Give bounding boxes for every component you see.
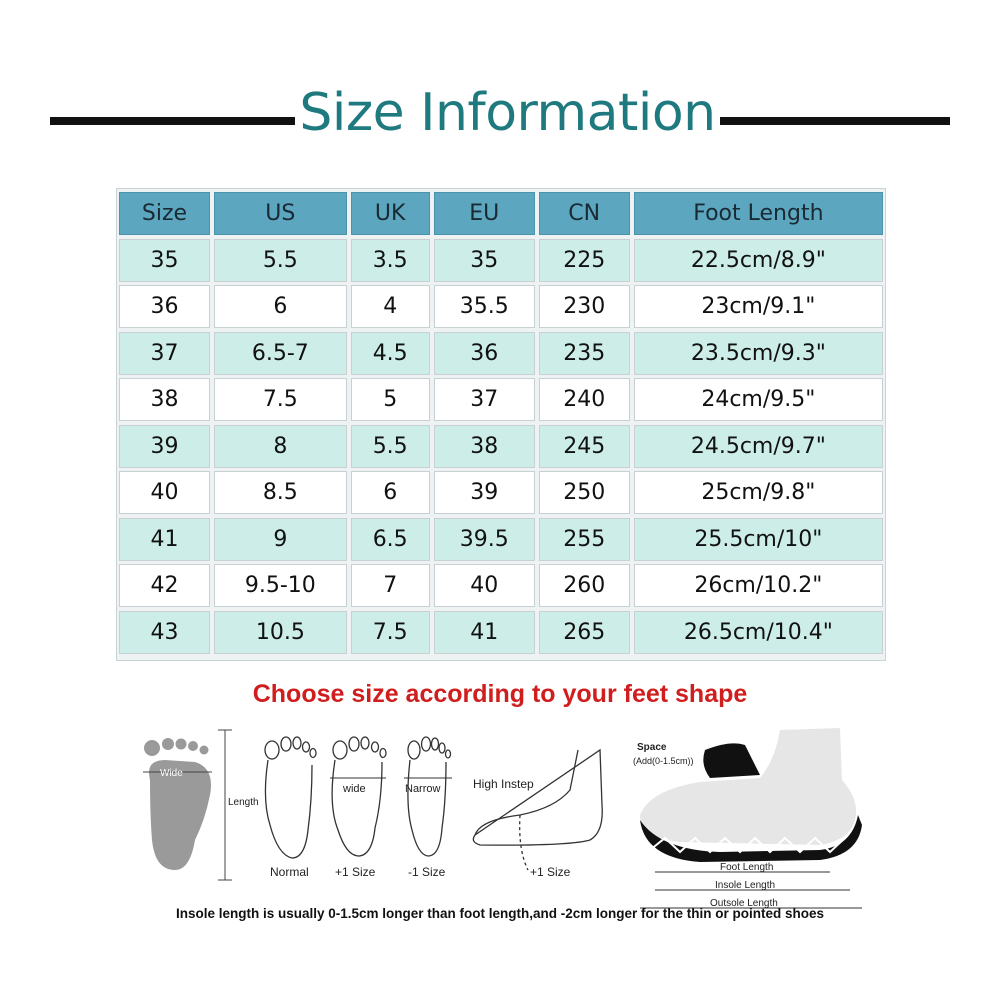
title-rule-right: [720, 117, 950, 125]
cell-uk: 4: [351, 285, 430, 328]
length-label: Length: [228, 797, 259, 808]
cell-uk: 5.5: [351, 425, 430, 468]
plus-one-size-label: +1 Size: [335, 865, 376, 879]
cell-cn: 230: [539, 285, 630, 328]
cell-foot-length: 25cm/9.8": [634, 471, 883, 514]
header-cell-us: US: [214, 192, 347, 235]
cell-foot-length: 22.5cm/8.9": [634, 239, 883, 282]
table-row: [119, 332, 883, 375]
cell-size: 39: [119, 425, 210, 468]
cell-foot-length: 25.5cm/10": [634, 518, 883, 561]
cell-foot-length: 26.5cm/10.4": [634, 611, 883, 654]
cell-us: 6: [214, 285, 347, 328]
cell-uk: 3.5: [351, 239, 430, 282]
cell-size: 41: [119, 518, 210, 561]
cell-eu: 41: [434, 611, 535, 654]
space-add-label: (Add(0-1.5cm)): [633, 756, 694, 766]
cell-eu: 37: [434, 378, 535, 421]
foot-wide-label: Wide: [160, 768, 183, 779]
footnote: Insole length is usually 0-1.5cm longer than foot length,and -2cm longer for the thin or pointed shoes: [175, 906, 825, 921]
table-row: [119, 378, 883, 421]
cell-us: 6.5-7: [214, 332, 347, 375]
choose-size-heading: Choose size according to your feet shape: [252, 680, 748, 708]
header-cell-foot-length: Foot Length: [634, 192, 883, 235]
table-body: [119, 239, 883, 654]
header-cell-size: Size: [119, 192, 210, 235]
cell-size: 35: [119, 239, 210, 282]
cell-cn: 245: [539, 425, 630, 468]
table-row: [119, 285, 883, 328]
cell-uk: 5: [351, 378, 430, 421]
table-row: [119, 239, 883, 282]
cell-eu: 40: [434, 564, 535, 607]
high-instep-foot-icon: [473, 750, 602, 870]
wide-foot-icon: [330, 737, 386, 856]
cell-cn: 255: [539, 518, 630, 561]
normal-label: Normal: [270, 865, 309, 879]
wide-label: wide: [343, 783, 366, 795]
cell-cn: 235: [539, 332, 630, 375]
cell-eu: 39.5: [434, 518, 535, 561]
foot-length-label: Foot Length: [720, 862, 774, 873]
cell-cn: 240: [539, 378, 630, 421]
plus-one-size-instep-label: +1 Size: [530, 865, 571, 879]
size-table: [116, 188, 886, 661]
minus-one-size-label: -1 Size: [408, 865, 446, 879]
narrow-label: Narrow: [405, 783, 441, 795]
cell-foot-length: 23cm/9.1": [634, 285, 883, 328]
insole-length-label: Insole Length: [715, 880, 776, 891]
high-instep-label: High Instep: [473, 777, 534, 791]
foot-shape-illustrations: [0, 720, 1000, 910]
cell-us: 9: [214, 518, 347, 561]
cell-size: 36: [119, 285, 210, 328]
cell-us: 9.5-10: [214, 564, 347, 607]
header-cell-eu: EU: [434, 192, 535, 235]
header-cell-cn: CN: [539, 192, 630, 235]
outsole-length-label: Outsole Length: [710, 898, 778, 909]
cell-eu: 36: [434, 332, 535, 375]
cell-eu: 38: [434, 425, 535, 468]
foot-diagram-svg: [0, 720, 1000, 910]
page-title: Size Information: [299, 83, 716, 143]
cell-uk: 4.5: [351, 332, 430, 375]
cell-foot-length: 24cm/9.5": [634, 378, 883, 421]
cell-cn: 260: [539, 564, 630, 607]
table-header-row: [119, 192, 883, 235]
cell-size: 43: [119, 611, 210, 654]
cell-us: 10.5: [214, 611, 347, 654]
cell-cn: 250: [539, 471, 630, 514]
cell-cn: 225: [539, 239, 630, 282]
title-rule-left: [50, 117, 295, 125]
cell-size: 40: [119, 471, 210, 514]
table-row: [119, 471, 883, 514]
narrow-foot-icon: [404, 737, 452, 856]
cell-size: 37: [119, 332, 210, 375]
cell-us: 8.5: [214, 471, 347, 514]
cell-cn: 265: [539, 611, 630, 654]
normal-foot-icon: [265, 737, 316, 858]
cell-size: 42: [119, 564, 210, 607]
cell-size: 38: [119, 378, 210, 421]
cell-us: 8: [214, 425, 347, 468]
header-cell-uk: UK: [351, 192, 430, 235]
table-row: [119, 611, 883, 654]
cell-uk: 6: [351, 471, 430, 514]
table-row: [119, 564, 883, 607]
cell-foot-length: 26cm/10.2": [634, 564, 883, 607]
cell-uk: 7: [351, 564, 430, 607]
footprint-icon: [143, 730, 232, 880]
cell-us: 7.5: [214, 378, 347, 421]
cell-foot-length: 23.5cm/9.3": [634, 332, 883, 375]
table-row: [119, 425, 883, 468]
cell-eu: 35: [434, 239, 535, 282]
cell-uk: 7.5: [351, 611, 430, 654]
cell-us: 5.5: [214, 239, 347, 282]
space-label: Space: [637, 742, 667, 753]
cell-foot-length: 24.5cm/9.7": [634, 425, 883, 468]
cell-eu: 35.5: [434, 285, 535, 328]
table-row: [119, 518, 883, 561]
cell-uk: 6.5: [351, 518, 430, 561]
cell-eu: 39: [434, 471, 535, 514]
